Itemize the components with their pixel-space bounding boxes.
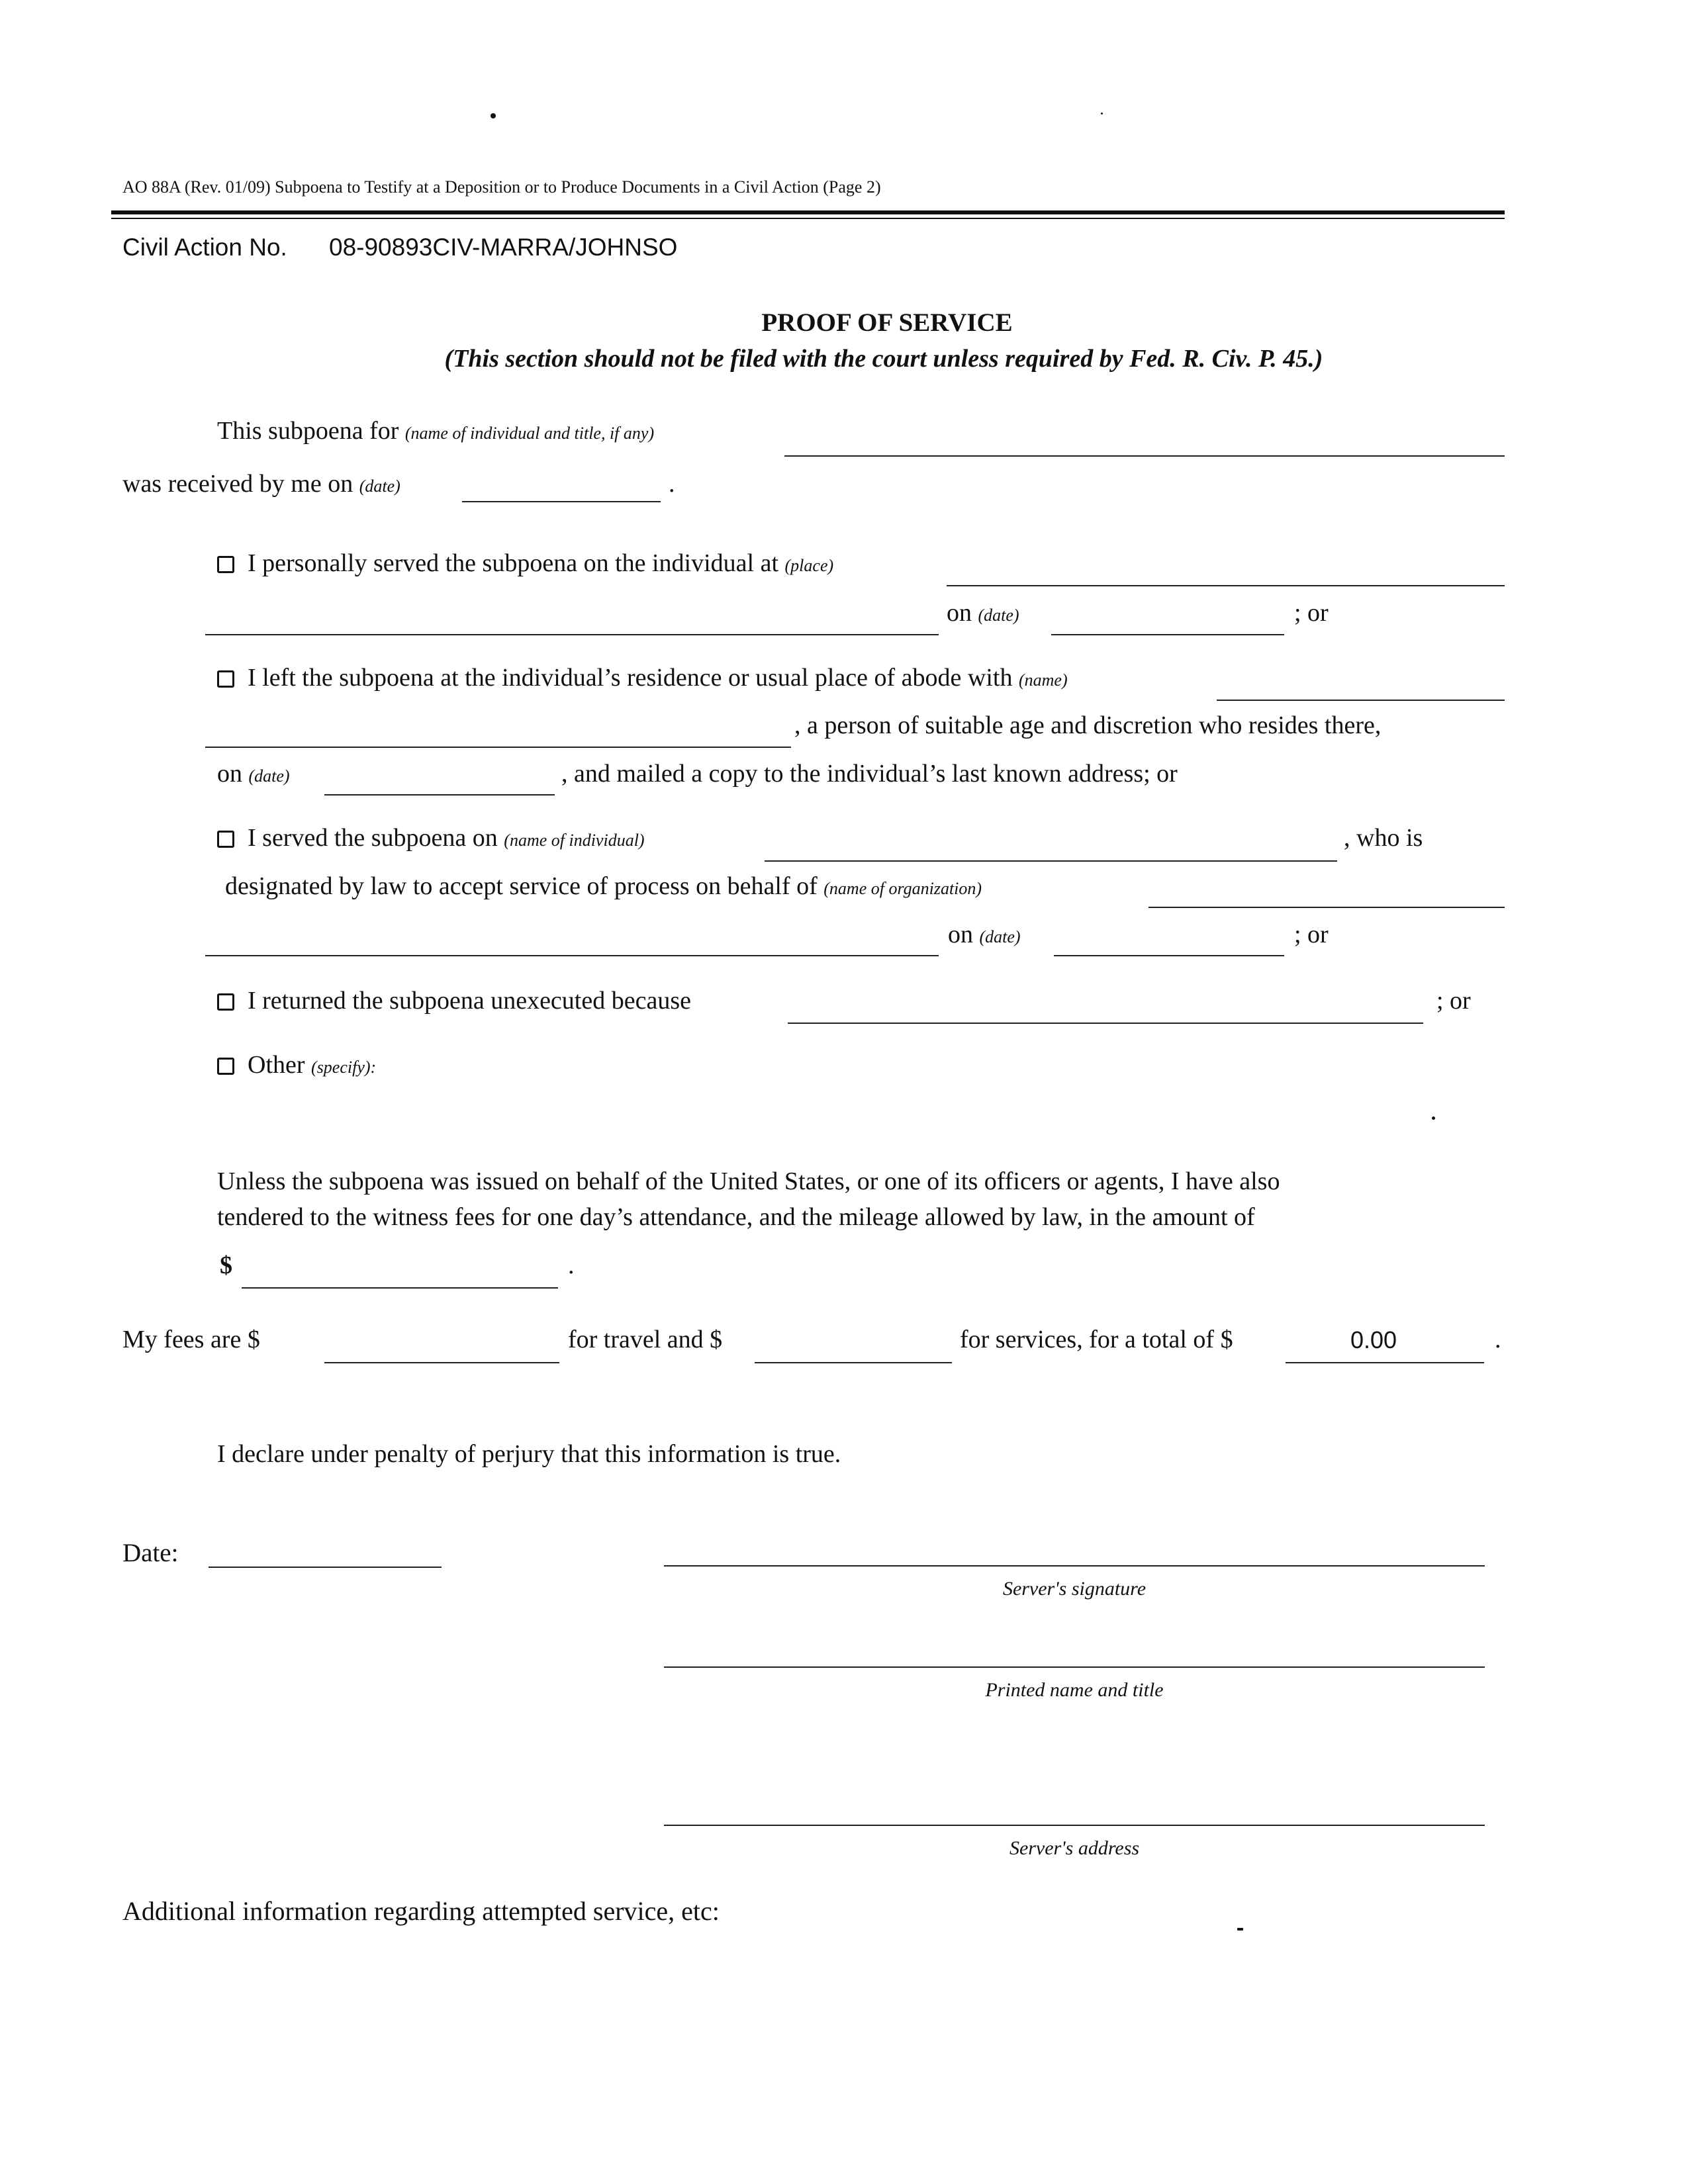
subpoena-for-field[interactable] <box>784 455 1505 457</box>
fees-notice-line-2: tendered to the witness fees for one day’s attendance, and the mileage allowed by law, in the amount of <box>217 1203 1255 1231</box>
scan-speck <box>491 113 496 118</box>
option-returned <box>217 988 691 1013</box>
scan-speck <box>1237 1928 1243 1931</box>
page-title: PROOF OF SERVICE <box>761 308 1013 337</box>
residence-person-text: , a person of suitable age and discretion who resides there, <box>794 711 1382 739</box>
personal-place-field[interactable] <box>947 585 1505 586</box>
received-label: was received by me on <box>122 470 353 498</box>
option-other <box>217 1052 376 1077</box>
additional-info-label: Additional information regarding attempted service, etc: <box>122 1896 720 1926</box>
fees-notice-dollar: $ <box>220 1251 232 1279</box>
other-checkbox[interactable] <box>217 1058 234 1075</box>
other-hint: (specify): <box>311 1058 377 1077</box>
residence-name-hint: (name) <box>1018 670 1068 690</box>
server-address-caption: Server's address <box>1009 1837 1140 1859</box>
personal-checkbox[interactable] <box>217 556 234 573</box>
header-rule-thin <box>111 218 1505 219</box>
civil-action-number: 08-90893CIV-MARRA/JOHNSO <box>329 234 678 261</box>
option-personal <box>217 551 833 576</box>
total-fee-field[interactable] <box>1286 1362 1484 1363</box>
scan-speck <box>1432 1116 1435 1120</box>
other-label: Other <box>248 1051 305 1079</box>
date-field[interactable] <box>209 1567 442 1568</box>
personal-or: ; or <box>1294 599 1329 627</box>
civil-action-label: Civil Action No. <box>122 234 287 261</box>
services-fee-field[interactable] <box>755 1362 952 1363</box>
server-signature-field[interactable] <box>664 1565 1485 1567</box>
residence-name-field[interactable] <box>1217 700 1505 701</box>
personal-on: on (date) <box>947 599 1019 627</box>
returned-checkbox[interactable] <box>217 993 234 1011</box>
fees-services-label: for services, for a total of $ <box>960 1326 1233 1353</box>
served-who-is: , who is <box>1344 824 1423 852</box>
served-on: on (date) <box>948 921 1021 948</box>
fees-period: . <box>1495 1326 1501 1353</box>
intro-line-2 <box>122 471 400 496</box>
residence-on: on (date) <box>217 760 290 788</box>
subpoena-for-label: This subpoena for <box>217 417 399 445</box>
served-org-field-2[interactable] <box>205 955 939 956</box>
residence-date-field[interactable] <box>324 794 555 796</box>
residence-mailed-text: , and mailed a copy to the individual’s last known address; or <box>561 760 1178 788</box>
personal-place-field-2[interactable] <box>205 634 939 635</box>
witness-fee-field[interactable] <box>242 1287 558 1289</box>
residence-label: I left the subpoena at the individual’s residence or usual place of abode with <box>248 664 1013 692</box>
fees-label: My fees are $ <box>122 1326 260 1353</box>
option-residence <box>217 665 1068 690</box>
returned-or: ; or <box>1436 987 1471 1015</box>
fees-notice-period: . <box>568 1251 575 1279</box>
scan-speck <box>1101 113 1103 114</box>
server-signature-caption: Server's signature <box>1002 1578 1147 1600</box>
option-served <box>217 825 645 850</box>
received-date-hint: (date) <box>359 477 400 496</box>
server-address-field[interactable] <box>664 1825 1485 1826</box>
served-label: I served the subpoena on <box>248 824 498 852</box>
fees-travel-label: for travel and $ <box>568 1326 723 1353</box>
travel-fee-field[interactable] <box>324 1362 559 1363</box>
served-name-field[interactable] <box>765 860 1337 862</box>
form-id-header: AO 88A (Rev. 01/09) Subpoena to Testify at a Deposition or to Produce Documents in a Civil Action (Page 2) <box>122 177 881 197</box>
returned-label: I returned the subpoena unexecuted because <box>248 987 691 1015</box>
served-org-field[interactable] <box>1149 907 1505 908</box>
subpoena-for-hint: (name of individual and title, if any) <box>404 424 655 443</box>
received-date-field[interactable] <box>462 501 661 502</box>
declaration: I declare under penalty of perjury that this information is true. <box>217 1440 841 1468</box>
printed-name-caption: Printed name and title <box>985 1679 1164 1701</box>
fees-total-value: 0.00 <box>1350 1326 1397 1353</box>
date-label: Date: <box>122 1539 179 1567</box>
intro-line-1 <box>217 418 654 443</box>
served-name-hint: (name of individual) <box>504 831 645 850</box>
residence-name-field-2[interactable] <box>205 747 791 748</box>
served-checkbox[interactable] <box>217 831 234 848</box>
residence-checkbox[interactable] <box>217 670 234 688</box>
returned-reason-field[interactable] <box>788 1023 1423 1024</box>
personal-date-field[interactable] <box>1051 634 1284 635</box>
received-period: . <box>669 470 675 498</box>
printed-name-field[interactable] <box>664 1666 1485 1668</box>
personal-place-hint: (place) <box>784 556 834 575</box>
served-or: ; or <box>1294 921 1329 948</box>
served-designated: designated by law to accept service of process on behalf of (name of organization) <box>225 872 982 900</box>
header-rule-thick <box>111 210 1505 214</box>
served-date-field[interactable] <box>1054 955 1284 956</box>
fees-notice-line-1: Unless the subpoena was issued on behalf of the United States, or one of its officers or agents, I have also <box>217 1167 1280 1195</box>
page-subtitle: (This section should not be filed with the court unless required by Fed. R. Civ. P. 45.) <box>444 345 1323 373</box>
personal-label: I personally served the subpoena on the individual at <box>248 549 779 577</box>
